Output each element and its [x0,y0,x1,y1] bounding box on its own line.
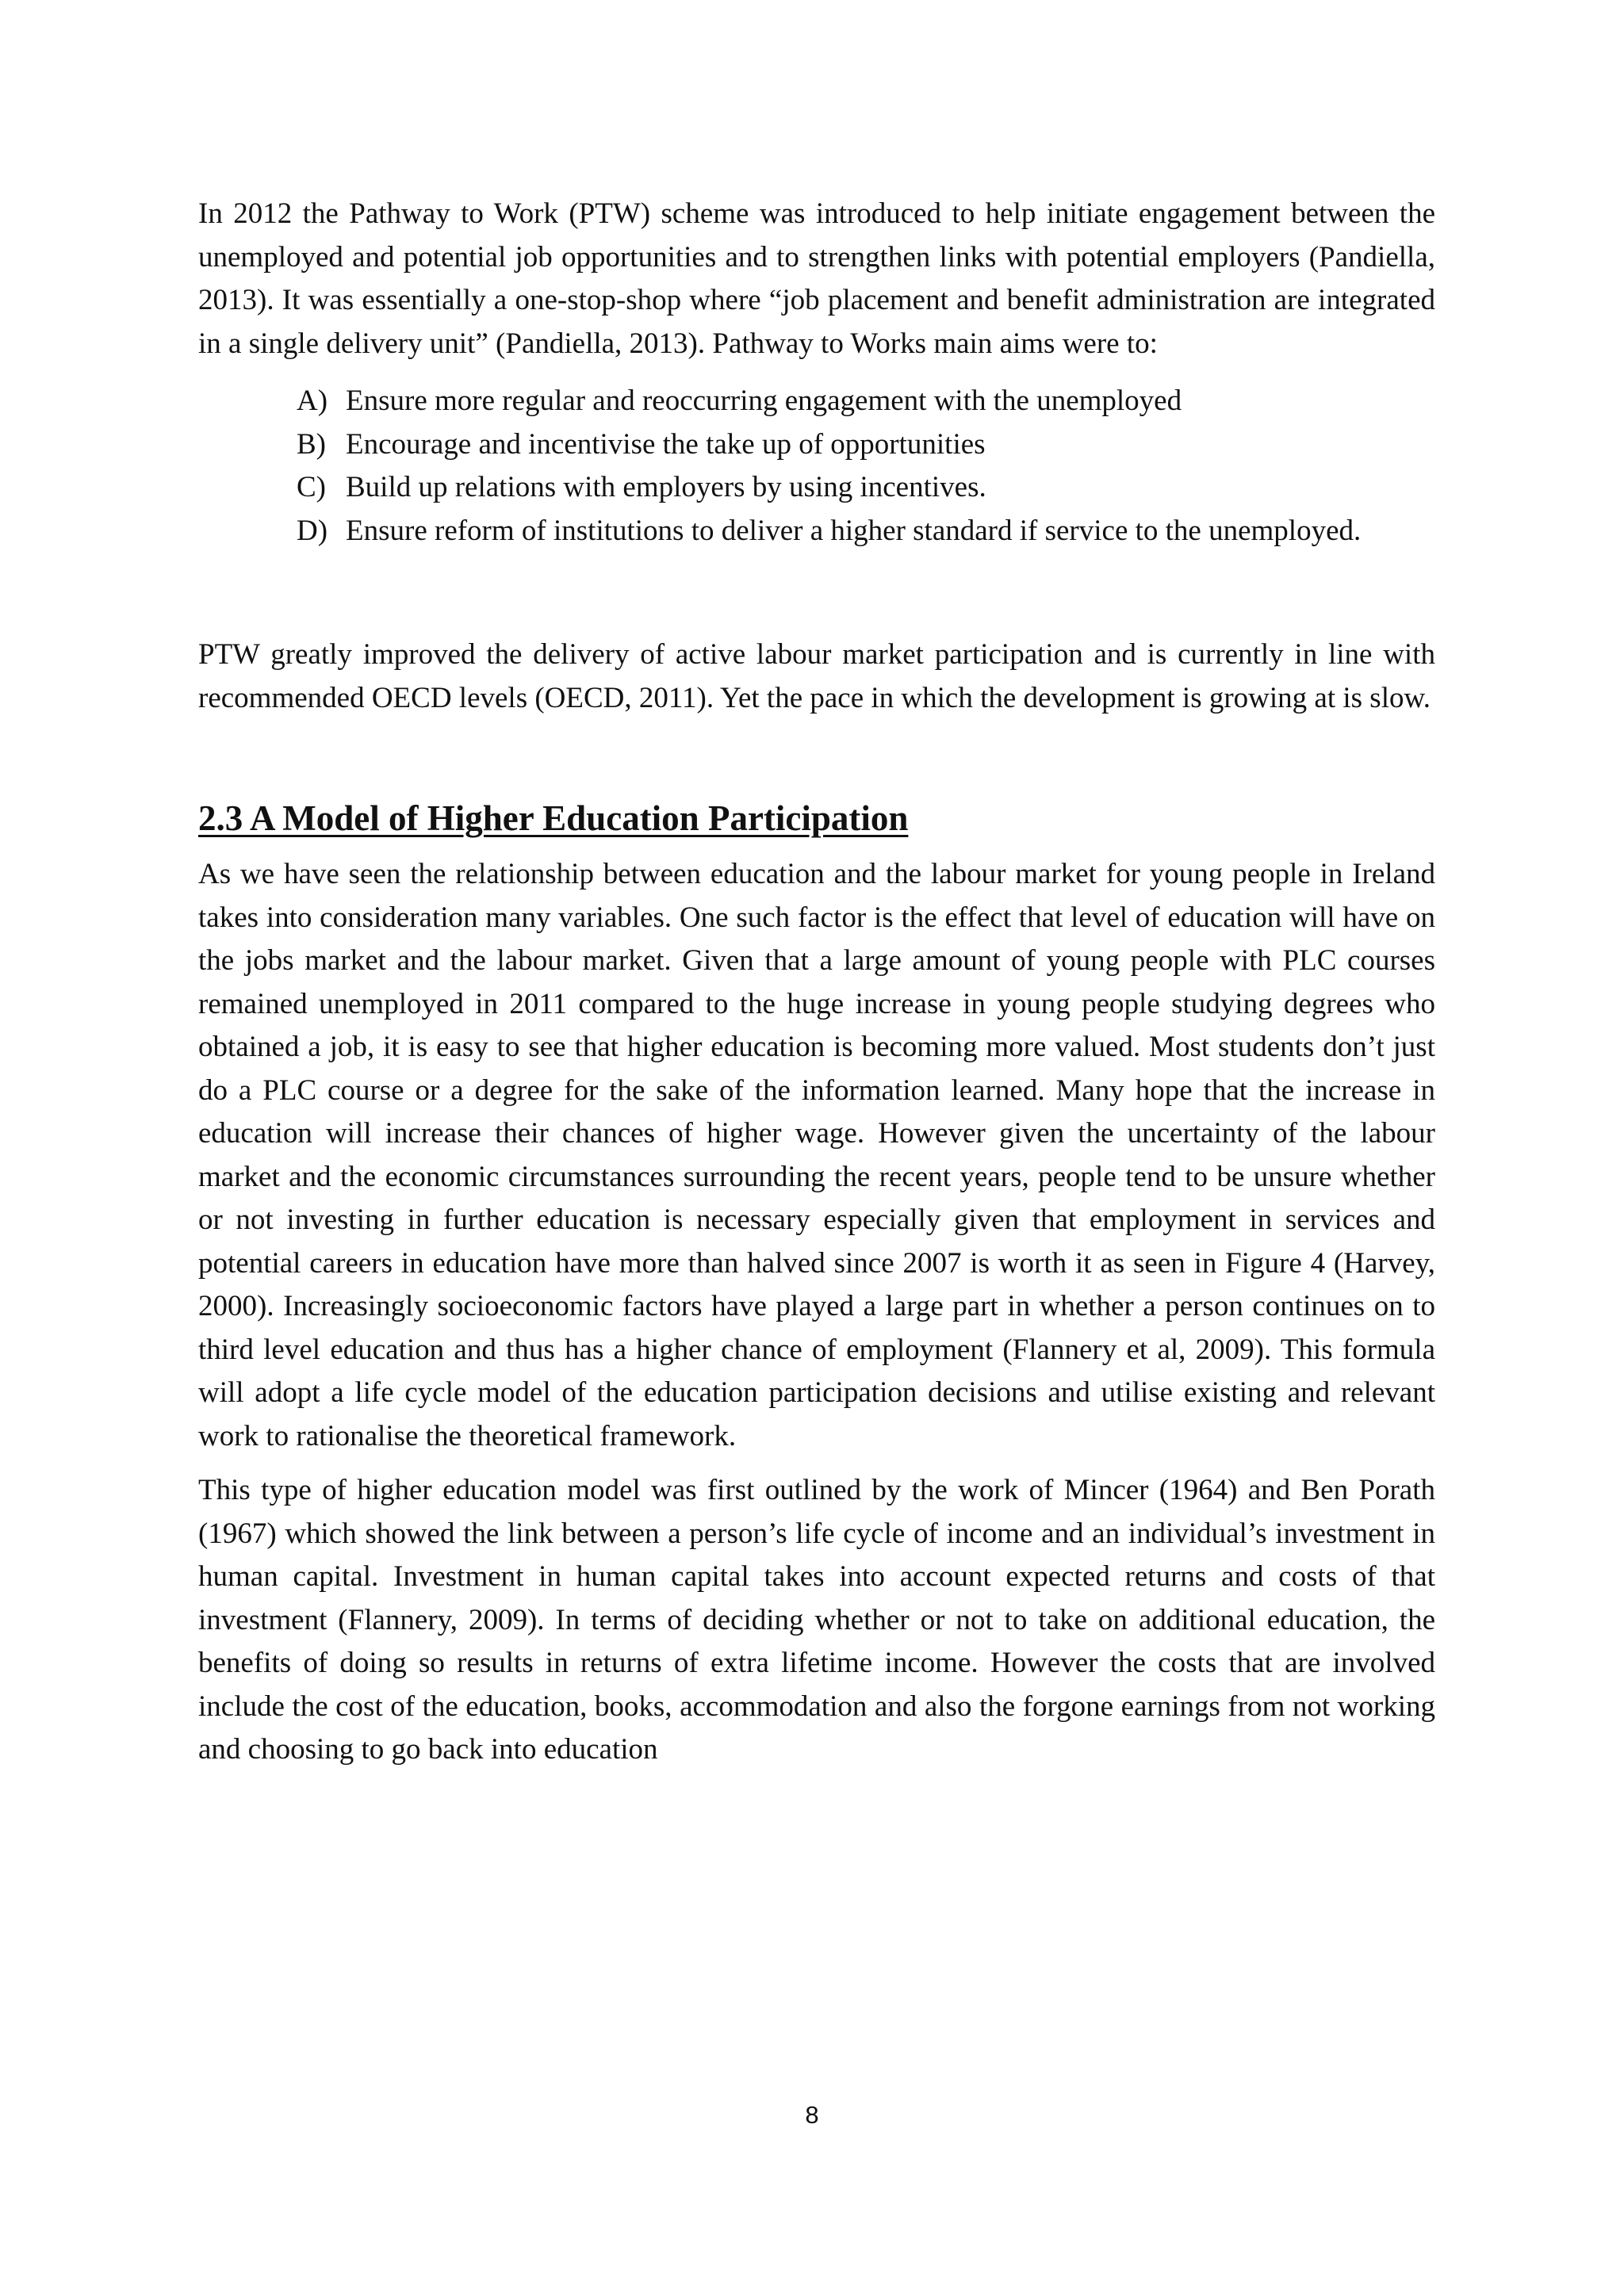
section-paragraph-1: As we have seen the relationship between education and the labour market for young people in Ireland takes into consideration many variables. One such factor is the effect that level of education will have on the jobs market and the labour market. Given that a large amount of young people with PLC courses remained unemployed in 2011 compared to the huge increase in young people studying degrees who obtained a job, it is easy to see that higher education is becoming more valued. Most students don’t just do a PLC course or a degree for the sake of the information learned. Many hope that the increase in education will increase their chances of higher wage. However given the uncertainty of the labour market and the economic circumstances surrounding the recent years, people tend to be unsure whether or not investing in further education is necessary especially given that employment in services and potential careers in education have more than halved since 2007 is worth it as seen in Figure 4 (Harvey, 2000). Increasingly socioeconomic factors have played a large part in whether a person continues on to third level education and thus has a higher chance of employment (Flannery et al, 2009). This formula will adopt a life cycle model of the education participation decisions and utilise existing and relevant work to rationalise the theoretical framework. [198,858,1435,1452]
list-item-text: Build up relations with employers by using incentives. [346,471,986,503]
list-item [198,466,1435,510]
section-paragraph-2: This type of higher education model was first outlined by the work of Mincer (1964) and Ben Porath (1967) which showed the link between a person’s life cycle of income and an individual’s investment in human capital. Investment in human capital takes into account expected returns and costs of that investment (Flannery, 2009). In terms of deciding whether or not to take on additional education, the benefits of doing so results in returns of extra lifetime income. However the costs that are involved include the cost of the education, books, accommodation and also the forgone earnings from not working and choosing to go back into education [198,1474,1435,1766]
list-item-text: Ensure more regular and reoccurring engagement with the unemployed [346,385,1182,417]
list-item-text: Encourage and incentivise the take up of opportunities [346,427,986,461]
list-marker: B) [297,427,326,461]
document-page [198,193,1435,1772]
list-item [198,380,1435,423]
list-marker: A) [297,385,328,417]
list-item [198,510,1435,553]
aims-list [198,380,1435,553]
intro-paragraph: In 2012 the Pathway to Work (PTW) scheme was introduced to help initiate engagement between the unemployed and potential job opportunities and to strengthen links with potential employers (Pandiella, 2013). It was essentially a one-stop-shop where “job placement and benefit administration are integrated in a single delivery unit” (Pandiella, 2013). Pathway to Works main aims were to: [198,197,1435,360]
list-marker: C) [297,471,326,503]
page-number: 8 [805,2101,819,2129]
ptw-paragraph: PTW greatly improved the delivery of active labour market participation and is currently in line with recommended OECD levels (OECD, 2011). Yet the pace in which the development is growing at is slow. [198,638,1435,714]
list-marker: D) [297,514,328,547]
section-heading: 2.3 A Model of Higher Education Participation [198,798,909,838]
list-item-text: Ensure reform of institutions to deliver a higher standard if service to the unemployed. [346,514,1362,547]
list-item [198,423,1435,467]
